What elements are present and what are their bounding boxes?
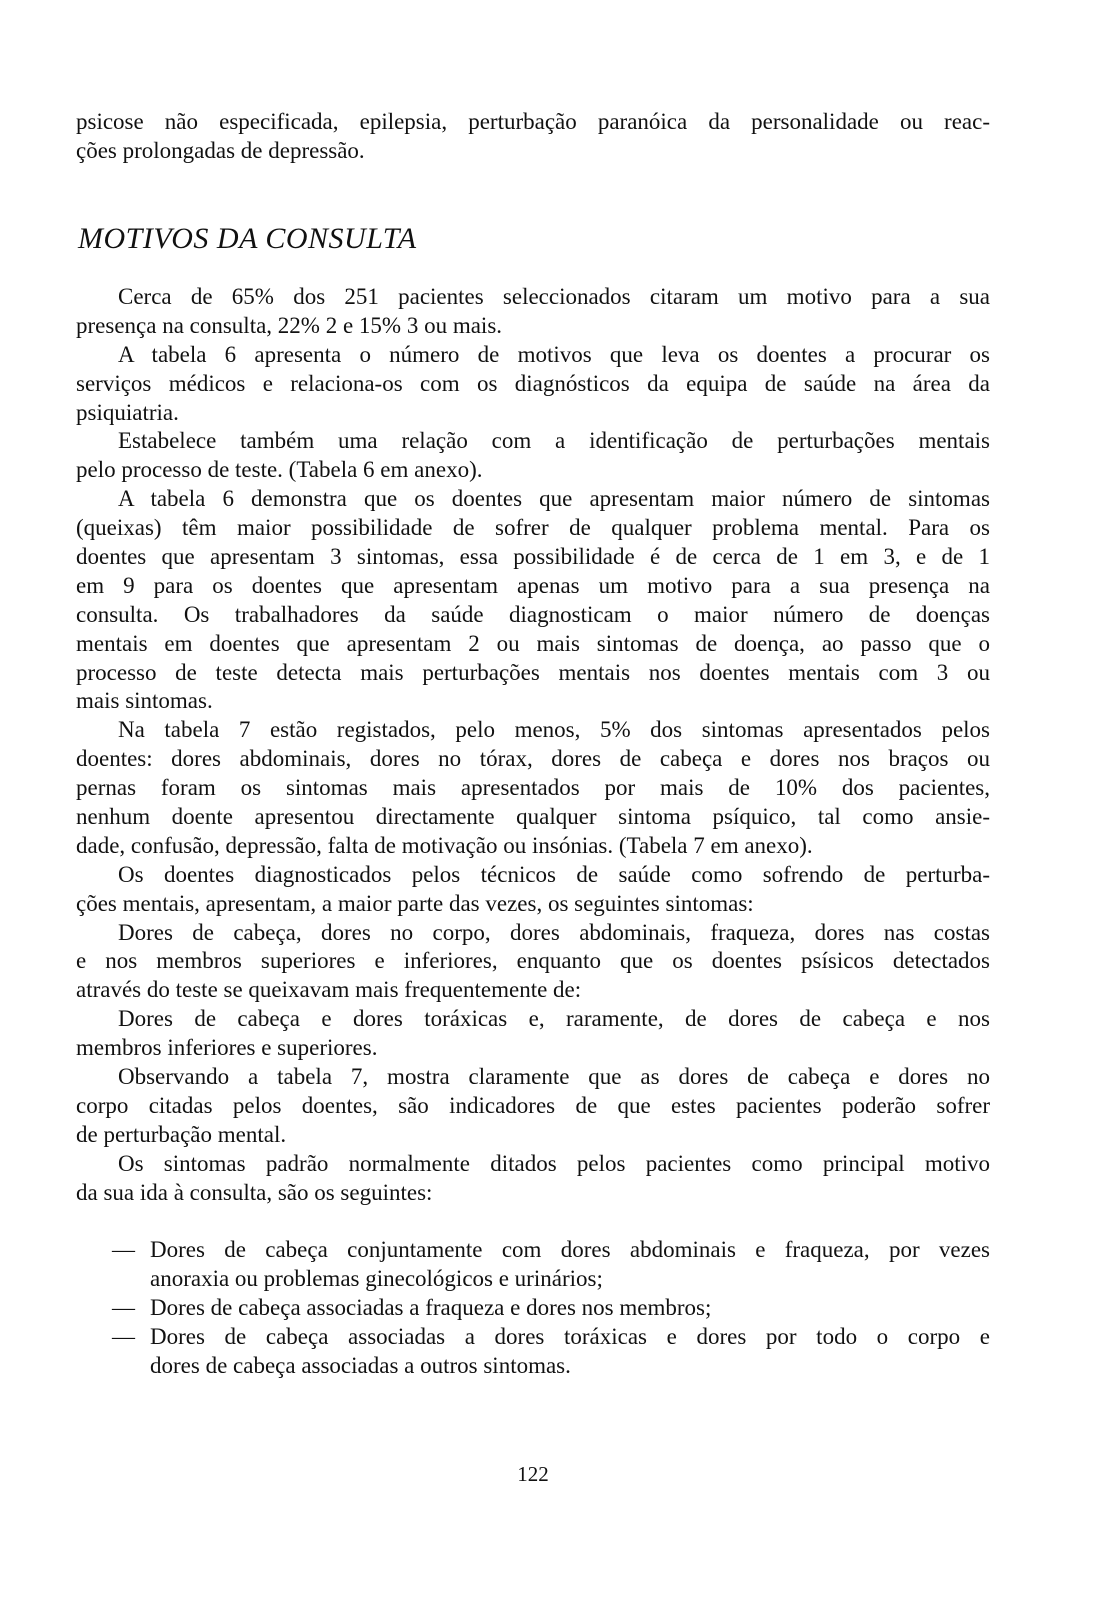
paragraph [76,919,990,1006]
page-number: 122 [517,1462,549,1486]
body-text [76,283,990,1208]
text-line: dores de cabeça associadas a outros sintomas. [150,1352,571,1378]
paragraph [76,1005,990,1063]
text-line: Dores de cabeça associadas a fraqueza e dores nos membros; [150,1294,712,1320]
paragraph [76,1150,990,1208]
text-line: Dores de cabeça e dores toráxicas e, raramente, de dores de cabeça e nos [118,1006,990,1032]
text-line: consulta. Os trabalhadores da saúde diagnosticam o maior número de doenças [76,601,990,627]
text-line: membros inferiores e superiores. [76,1035,378,1061]
text-line: mais sintomas. [76,688,213,714]
text-line: e nos membros superiores e inferiores, enquanto que os doentes psísicos detectados [76,948,990,974]
section-heading: MOTIVOS DA CONSULTA [78,222,417,255]
text-line: nenhum doente apresentou directamente qualquer sintoma psíquico, tal como ansie- [76,804,990,830]
dash-bullet: — [112,1237,135,1262]
text-line: A tabela 6 demonstra que os doentes que apresentam maior número de sintomas [118,486,990,512]
text-line: serviços médicos e relaciona-os com os diagnósticos da equipa de saúde na área da [76,370,990,396]
list-item [112,1294,990,1323]
text-line: corpo citadas pelos doentes, são indicadores de que estes pacientes poderão sofrer [76,1092,990,1118]
text-line: ções mentais, apresentam, a maior parte das vezes, os seguintes sintomas: [76,890,754,916]
text-line: anoraxia ou problemas ginecológicos e urinários; [150,1265,603,1291]
text-line: Observando a tabela 7, mostra claramente que as dores de cabeça e dores no [118,1064,990,1090]
symptom-list [112,1236,990,1380]
paragraph [76,427,990,485]
text-line: de perturbação mental. [76,1121,287,1147]
text-line: da sua ida à consulta, são os seguintes: [76,1179,433,1205]
text-line: pelo processo de teste. (Tabela 6 em anexo). [76,457,483,483]
paragraph [76,716,990,860]
text-line: processo de teste detecta mais perturbações mentais nos doentes mentais com 3 ou [76,659,990,685]
text-line: dade, confusão, depressão, falta de motivação ou insónias. (Tabela 7 em anexo). [76,832,813,858]
text-line: Dores de cabeça conjuntamente com dores abdominais e fraqueza, por vezes [150,1237,990,1262]
list-item [112,1236,990,1294]
text-line: Na tabela 7 estão registados, pelo menos, 5% dos sintomas apresentados pelos [118,717,990,743]
text-line: doentes que apresentam 3 sintomas, essa possibilidade é de cerca de 1 em 3, e de 1 [76,544,990,570]
intro-paragraph [76,108,990,166]
text-line: Dores de cabeça, dores no corpo, dores abdominais, fraqueza, dores nas costas [118,919,990,945]
dash-bullet: — [112,1294,135,1320]
text-line: mentais em doentes que apresentam 2 ou mais sintomas de doença, ao passo que o [76,630,990,656]
text-line: Cerca de 65% dos 251 pacientes seleccionados citaram um motivo para a sua [118,284,990,309]
list-item [112,1323,990,1381]
paragraph [76,485,990,716]
text-line: Estabelece também uma relação com a identificação de perturbações mentais [118,428,990,454]
text-line: Dores de cabeça associadas a dores toráxicas e dores por todo o corpo e [150,1323,990,1349]
text-line: através do teste se queixavam mais frequentemente de: [76,977,582,1003]
paragraph [76,283,990,341]
text-line: ções prolongadas de depressão. [76,137,365,163]
text-line: em 9 para os doentes que apresentam apenas um motivo para a sua presença na [76,572,990,598]
text-line: A tabela 6 apresenta o número de motivos que leva os doentes a procurar os [118,341,990,367]
paragraph [76,341,990,428]
text-line: psicose não especificada, epilepsia, perturbação paranóica da personalidade ou reac- [76,109,990,134]
paragraph [76,1063,990,1150]
text-line: Os sintomas padrão normalmente ditados pelos pacientes como principal motivo [118,1150,990,1176]
text-line: Os doentes diagnosticados pelos técnicos de saúde como sofrendo de perturba- [118,861,990,887]
dash-bullet: — [112,1323,135,1349]
text-line: pernas foram os sintomas mais apresentados por mais de 10% dos pacientes, [76,775,990,801]
text-line: (queixas) têm maior possibilidade de sofrer de qualquer problema mental. Para os [76,515,990,541]
text-line: presença na consulta, 22% 2 e 15% 3 ou mais. [76,312,503,338]
text-line: psiquiatria. [76,399,179,425]
paragraph [76,861,990,919]
text-line: doentes: dores abdominais, dores no tórax, dores de cabeça e dores nos braços ou [76,746,990,772]
